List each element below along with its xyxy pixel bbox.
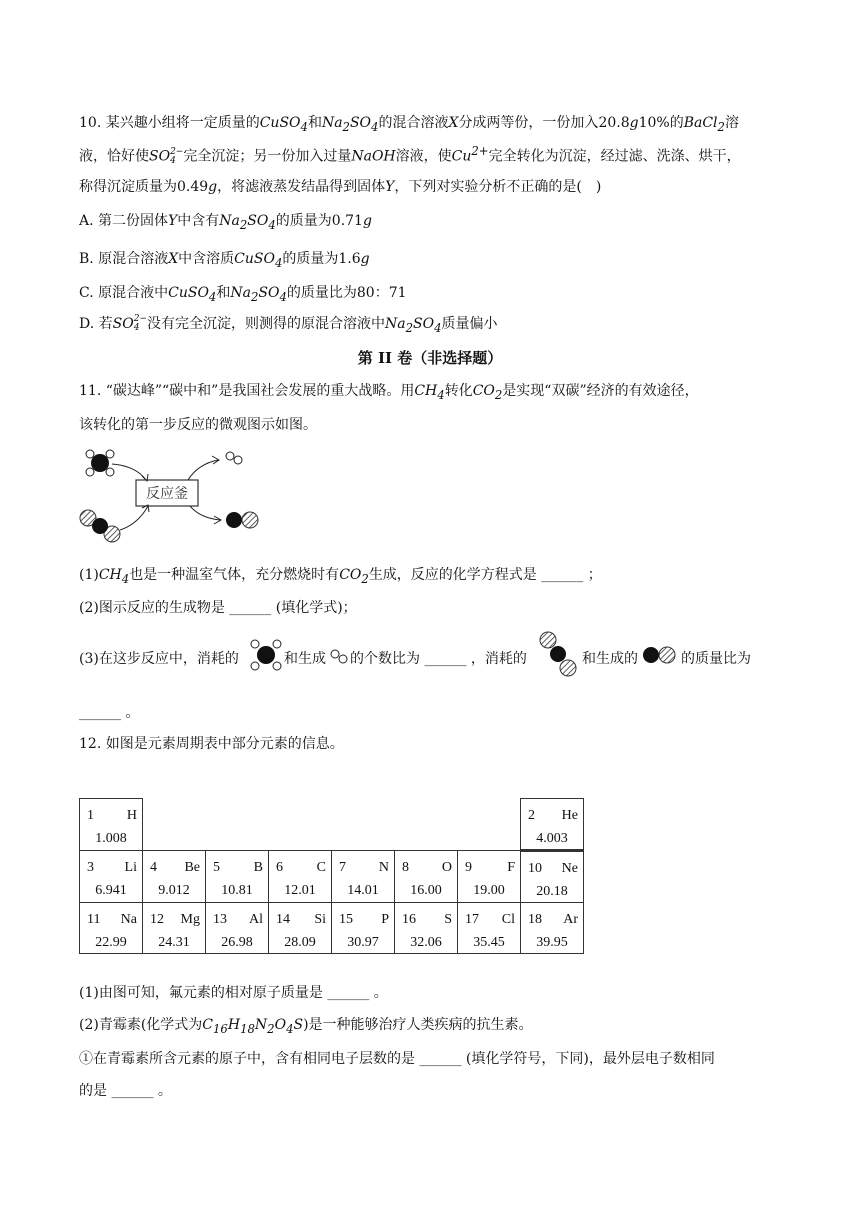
co2-molecule-icon xyxy=(80,510,120,542)
co-inline-icon xyxy=(640,645,678,665)
element-cell: 8 O 16.00 xyxy=(395,851,458,903)
element-cell: 7 N 14.01 xyxy=(332,851,395,903)
q12-part-1: (1)由图可知，氟元素的相对原子质量是 ______ 。 xyxy=(79,985,388,1001)
q10-option-a[interactable]: A. 第二份固体Y中含有$Na_2SO_4$的质量为0.71g xyxy=(79,213,372,232)
periodic-table xyxy=(79,798,584,954)
q12-part-3: ①在青霉素所含元素的原子中，含有相同电子层数的是 ______ (填化学符号，下同)，最外层电子数相同 xyxy=(79,1051,715,1067)
q10-option-c[interactable]: C. 原混合液中CuSO$_4$和$Na_2SO_4$的质量比为80：71 xyxy=(79,285,407,304)
element-cell: 4 Be 9.012 xyxy=(143,851,206,903)
q11-part-3-text-2: 和生成 xyxy=(284,651,326,667)
element-cell: 14 Si 28.09 xyxy=(269,903,332,954)
q10-stem-line-1: 10. 某兴趣小组将一定质量的CuSO$_4$和$Na_2SO_4$的混合溶液X分成两等份，一份加入20.8g10%的BaCl$_2$溶 xyxy=(79,115,739,134)
h2-inline-icon xyxy=(330,648,350,666)
q12-stem: 12. 如图是元素周期表中部分元素的信息。 xyxy=(79,736,344,752)
element-cell: 1 H 1.008 xyxy=(80,799,143,851)
element-cell: 9 F 19.00 xyxy=(458,851,521,903)
reaction-diagram xyxy=(76,446,266,546)
ch4-molecule-icon xyxy=(86,450,114,476)
q11-part-3-text-4: 和生成的 xyxy=(582,651,638,667)
element-cell: 2 He 4.003 xyxy=(521,799,584,851)
element-cell: 15 P 30.97 xyxy=(332,903,395,954)
element-cell: 3 Li 6.941 xyxy=(80,851,143,903)
element-cell: 16 S 32.06 xyxy=(395,903,458,954)
q11-part-3-text-1: (3)在这步反应中，消耗的 xyxy=(79,651,239,667)
q10-stem-line-2: 液，恰好使SO 2− 4 完全沉淀；另一份加入过量NaOH溶液，使$Cu^{2+}$完全转化为沉淀，经过滤、洗涤、烘干， xyxy=(79,144,741,166)
element-cell: 12 Mg 24.31 xyxy=(143,903,206,954)
co-molecule-icon xyxy=(226,512,258,528)
q10-option-d[interactable]: D. 若SO 2− 4 没有完全沉淀，则测得的原混合溶液中$Na_2SO_4$质量偏小 xyxy=(79,314,498,335)
q11-stem-line-1: 11. “碳达峰”“碳中和”是我国社会发展的重大战略。用$CH_4$转化$CO_2$是实现“双碳”经济的有效途径， xyxy=(79,383,699,402)
section-title: 第 II 卷（非选择题） xyxy=(357,349,503,367)
q11-part-2: (2)图示反应的生成物是 ______ (填化学式)； xyxy=(79,600,357,616)
reactor-label: 反应釜 xyxy=(146,486,188,502)
q11-part-3-text-3: 的个数比为 ______ ，消耗的 xyxy=(350,651,527,667)
element-cell: 11 Na 22.99 xyxy=(80,903,143,954)
q10-stem-line-3: 称得沉淀质量为0.49g，将滤液蒸发结晶得到固体Y，下列对实验分析不正确的是( ) xyxy=(79,179,602,195)
element-cell: 18 Ar 39.95 xyxy=(521,903,584,954)
co2-inline-icon xyxy=(538,630,578,678)
ch4-inline-icon xyxy=(249,638,283,672)
q12-part-2: (2)青霉素(化学式为$C_{16}H_{18}N_2O_4S$)是一种能够治疗人类疾病的抗生素。 xyxy=(79,1017,533,1036)
element-cell: 13 Al 26.98 xyxy=(206,903,269,954)
q12-part-4: 的是 ______ 。 xyxy=(79,1083,172,1099)
element-cell: 5 B 10.81 xyxy=(206,851,269,903)
q10-option-b[interactable]: B. 原混合溶液X中含溶质CuSO$_4$的质量为1.6g xyxy=(79,251,370,270)
element-cell: 17 Cl 35.45 xyxy=(458,903,521,954)
q11-stem-line-2: 该转化的第一步反应的微观图示如图。 xyxy=(79,417,317,433)
element-cell: 6 C 12.01 xyxy=(269,851,332,903)
q11-part-1: $(1)CH_4$也是一种温室气体，充分燃烧时有$CO_2$生成，反应的化学方程式是 ______ ； xyxy=(79,567,602,586)
q11-part-3-text-6: ______ 。 xyxy=(79,705,140,721)
q11-part-3-text-5: 的质量比为 xyxy=(681,651,751,667)
element-cell: 10 Ne 20.18 xyxy=(521,851,584,903)
h2-molecule-icon xyxy=(226,452,242,464)
